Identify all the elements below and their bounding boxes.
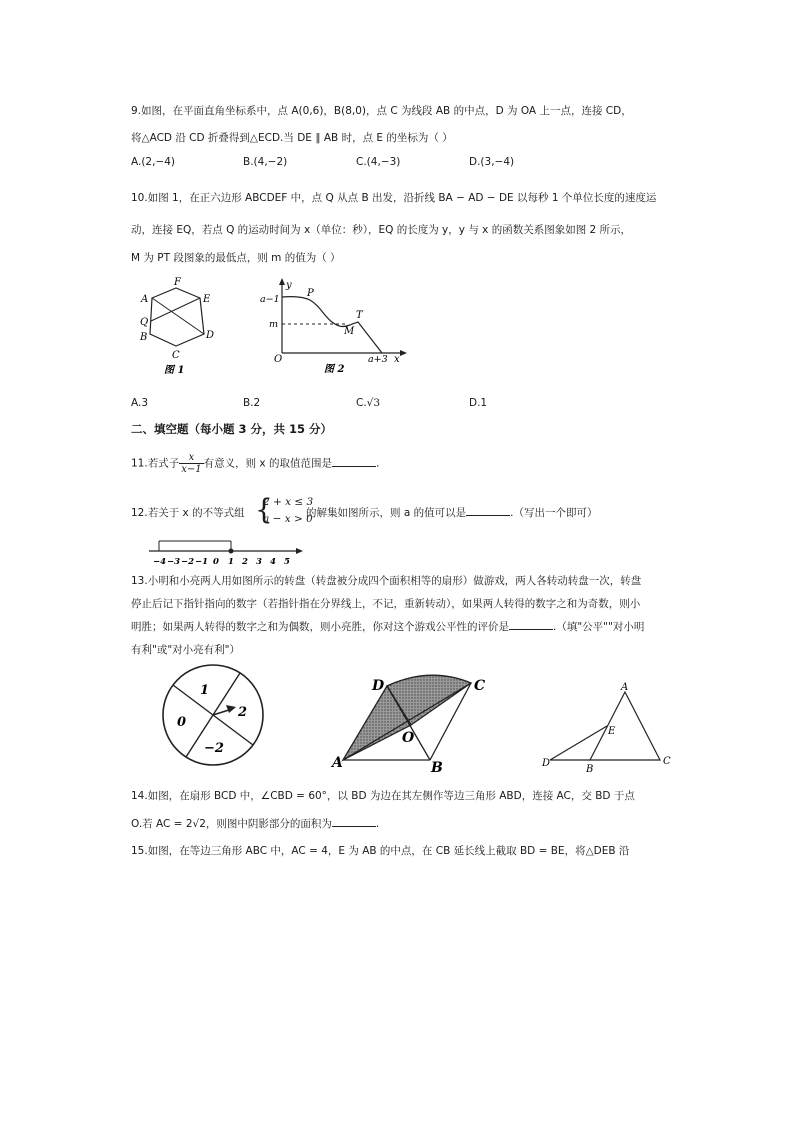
q10-option-d: D.1 [469, 397, 488, 409]
q14-line2: O.若 AC = 2√2，则图中阴影部分的面积为 . [131, 818, 380, 830]
q10-line1: 10.如图 1，在正六边形 ABCDEF 中，点 Q 从点 B 出发，沿折线 BA − AD − DE 以每秒 1 个单位长度的速度运 [131, 192, 657, 204]
sqrt3: √3 [366, 397, 381, 409]
hexagon-figure [138, 276, 228, 376]
svg-text:−2: −2 [181, 557, 195, 567]
svg-text:−4: −4 [153, 557, 167, 567]
svg-text:2: 2 [242, 557, 248, 567]
sector-label-c: C [474, 678, 486, 694]
q11-fraction: $\frac{x}{x-1}$ [181, 452, 202, 475]
q12-prefix: 12.若关于 x 的不等式组 [131, 507, 245, 519]
section-title: 二、填空题（每小题 3 分，共 15 分） [131, 422, 333, 436]
sector-figure [330, 670, 500, 780]
q13-line4: 有利"或"对小亮有利"） [131, 644, 240, 656]
tri-label-a: A [621, 682, 629, 693]
q9-option-c: C.(4,−3) [356, 156, 401, 168]
hex-label-a: A [141, 294, 149, 305]
fig2-caption: 图 2 [324, 364, 345, 375]
tri-label-e: E [608, 726, 616, 737]
triangle-figure [540, 684, 690, 774]
svg-text:3: 3 [256, 557, 262, 567]
q12-blank [466, 505, 510, 516]
graph-label-m: m [269, 319, 279, 330]
svg-text:0: 0 [213, 557, 219, 567]
graph-label-y: y [286, 280, 292, 291]
graph-label-o: O [274, 354, 283, 365]
spinner-figure [160, 662, 270, 772]
q9-option-b: B.(4,−2) [243, 156, 288, 168]
hex-label-q: Q [140, 317, 149, 328]
graph-label-a-plus-3: a+3 [368, 354, 388, 365]
q10-option-b: B.2 [243, 397, 261, 409]
graph-label-t: T [356, 310, 363, 321]
fig1-caption: 图 1 [164, 365, 185, 376]
graph-label-a-minus-1: a−1 [260, 294, 280, 305]
hex-label-e: E [203, 294, 211, 305]
q9-line2: 将△ACD 沿 CD 折叠得到△ECD.当 DE ∥ AB 时，点 E 的坐标为（ ） [131, 132, 453, 144]
spinner-number-neg2: −2 [204, 741, 224, 756]
number-line [147, 538, 307, 568]
sector-label-b: B [431, 760, 443, 776]
spinner-number-2: 2 [238, 705, 248, 720]
q13-blank [509, 619, 553, 630]
hex-label-b: B [140, 332, 148, 343]
hex-label-c: C [172, 350, 180, 361]
q9-option-a: A.(2,−4) [131, 156, 176, 168]
tri-label-d: D [542, 758, 551, 769]
q15-line1: 15.如图，在等边三角形 ABC 中，AC = 4，E 为 AB 的中点，在 CB 延长线上截取 BD = BE，将△DEB 沿 [131, 845, 630, 857]
q11-line: 11.若式子 $\frac{x}{x-1}$ 有意义，则 x 的取值范围是 . [131, 452, 380, 475]
svg-text:−3: −3 [167, 557, 181, 567]
graph-label-x: x [394, 354, 400, 365]
sector-label-a: A [332, 755, 343, 771]
hex-label-f: F [174, 277, 181, 288]
svg-text:−1: −1 [195, 557, 209, 567]
tri-label-c: C [663, 756, 671, 767]
q10-option-c: C.√3 [356, 397, 381, 409]
sector-label-d: D [372, 678, 385, 694]
graph-label-big-m: M [344, 326, 355, 337]
spinner-number-1: 1 [200, 683, 210, 698]
svg-text:4: 4 [270, 557, 276, 567]
function-graph [258, 276, 418, 376]
q13-line3: 明胜；如果两人转得的数字之和为偶数，则小亮胜，你对这个游戏公平性的评价是 .（填"公平""对小明 [131, 621, 645, 633]
spinner-number-0: 0 [177, 715, 187, 730]
q10-line3: M 为 PT 段图象的最低点，则 m 的值为（ ） [131, 252, 341, 264]
q9-line1: 9.如图，在平面直角坐标系中，点 A(0,6)，B(8,0)，点 C 为线段 AB 的中点，D 为 OA 上一点，连接 CD， [131, 105, 632, 117]
q10-line2: 动，连接 EQ，若点 Q 的运动时间为 x（单位：秒），EQ 的长度为 y，y 与 x 的函数关系图象如图 2 所示， [131, 224, 632, 236]
svg-text:5: 5 [284, 557, 290, 567]
q9-option-d: D.(3,−4) [469, 156, 515, 168]
q11-blank [332, 456, 376, 467]
svg-text:1: 1 [228, 557, 234, 567]
q13-line2: 停止后记下指针指向的数字（若指针指在分界线上，不记，重新转动），如果两人转得的数字之和为奇数，则小 [131, 598, 641, 610]
graph-label-p: P [307, 288, 314, 299]
q14-line1: 14.如图，在扇形 BCD 中，∠CBD = 60°，以 BD 为边在其左侧作等边三角形 ABD，连接 AC，交 BD 于点 [131, 790, 635, 802]
q12-suffix: 的解集如图所示，则 a 的值可以是 .（写出一个即可） [306, 507, 598, 519]
q14-blank [332, 816, 376, 827]
sector-label-o: O [402, 730, 415, 746]
tri-label-b: B [586, 764, 594, 775]
q13-line1: 13.小明和小亮两人用如图所示的转盘（转盘被分成四个面积相等的扇形）做游戏，两人各转动转盘一次，转盘 [131, 575, 642, 587]
hex-label-d: D [206, 330, 215, 341]
q10-option-a: A.3 [131, 397, 149, 409]
